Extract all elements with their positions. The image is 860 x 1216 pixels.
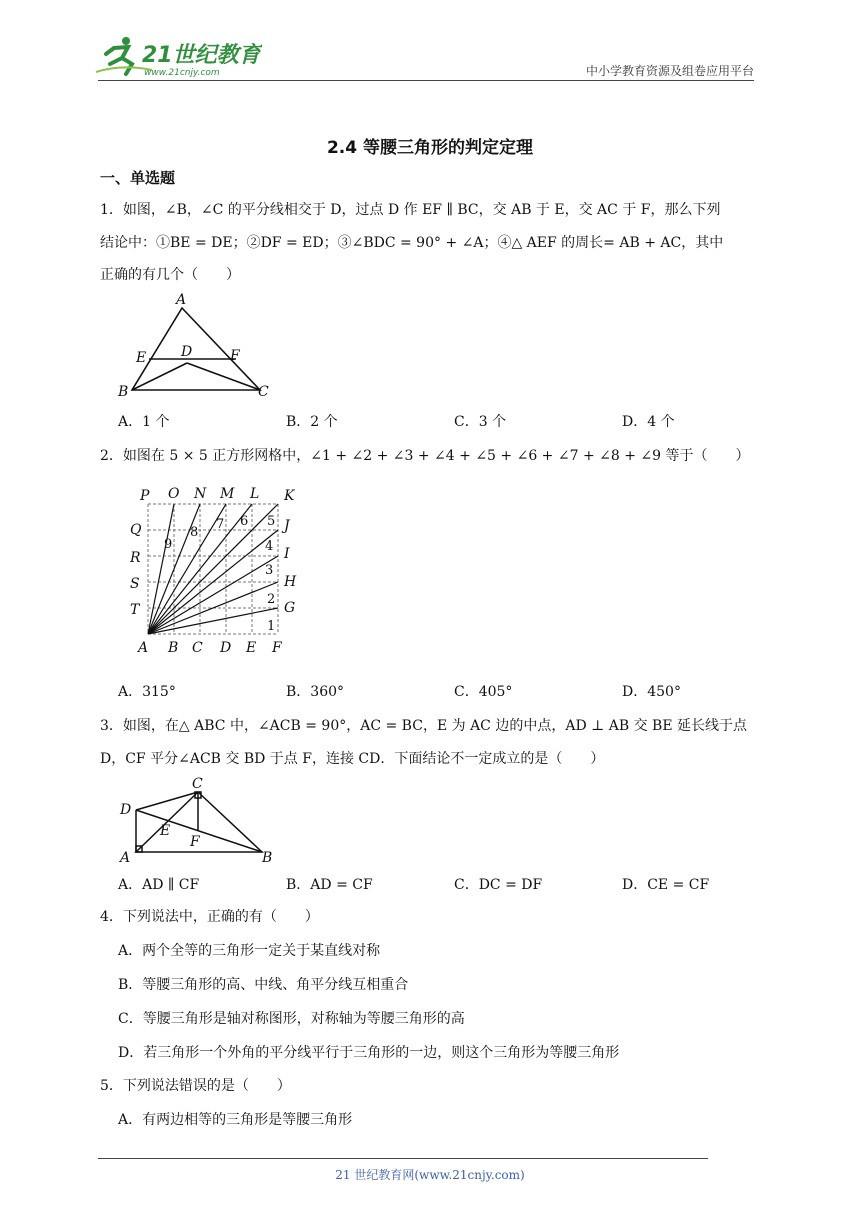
q2-label-l: L	[250, 486, 260, 502]
q1-label-c: C	[258, 384, 269, 400]
q3-label-a: A	[120, 850, 131, 866]
q2-label-m: M	[220, 486, 235, 502]
q2-option-a: A．315°	[118, 684, 176, 700]
q2-angle-3: 3	[265, 563, 274, 578]
q1-label-f: F	[230, 348, 240, 364]
q2-grid-figure	[126, 484, 316, 660]
q3-option-b: B．AD = CF	[286, 877, 373, 893]
q2-label-i: I	[284, 546, 290, 562]
q4-option-a: A．两个全等的三角形一定关于某直线对称	[118, 943, 381, 959]
q3-option-c: C．DC = DF	[454, 877, 543, 893]
q1-option-c: C．3 个	[454, 414, 507, 430]
q1-line1: 1．如图，∠B，∠C 的平分线相交于 D，过点 D 作 EF ∥ BC，交 AB 于 E，交 AC 于 F，那么下列	[100, 202, 721, 218]
q3-label-d: D	[120, 802, 132, 818]
q2-label-s: S	[130, 576, 140, 592]
q2-angle-6: 6	[240, 514, 249, 529]
site-logo	[92, 34, 262, 80]
q2-label-t: T	[130, 602, 140, 618]
q5-line1: 5．下列说法错误的是（ ）	[100, 1078, 291, 1094]
q4-option-d: D．若三角形一个外角的平分线平行于三角形的一边，则这个三角形为等腰三角形	[118, 1045, 620, 1061]
q2-label-j: J	[284, 518, 290, 534]
q2-angle-5: 5	[267, 514, 276, 529]
q3-label-f: F	[190, 834, 200, 850]
q3-figure	[114, 772, 284, 866]
q2-label-k: K	[284, 488, 295, 504]
q2-label-d: D	[220, 640, 232, 656]
q1-option-a: A．1 个	[118, 414, 170, 430]
q2-label-b: B	[168, 640, 179, 656]
q2-angle-4: 4	[265, 539, 274, 554]
q3-label-e: E	[160, 823, 171, 839]
q1-line2: 结论中：①BE = DE；②DF = ED；③∠BDC = 90° + ∠A；④△ AEF 的周长= AB + AC，其中	[100, 235, 724, 251]
q2-label-h: H	[284, 574, 297, 590]
q2-label-e: E	[246, 640, 257, 656]
q1-option-b: B．2 个	[286, 414, 338, 430]
footer-link[interactable]: 21 世纪教育网(www.21cnjy.com)	[335, 1168, 525, 1182]
q2-label-f: F	[272, 640, 282, 656]
q2-angle-2: 2	[267, 592, 276, 607]
q2-label-g: G	[284, 600, 296, 616]
q1-label-a: A	[176, 292, 187, 308]
section-heading: 一、单选题	[100, 169, 176, 187]
svg-text:21世纪教育: 21世纪教育	[142, 43, 261, 68]
svg-text:www.21cnjy.com: www.21cnjy.com	[144, 68, 220, 78]
q2-label-q: Q	[130, 522, 142, 538]
q2-label-r: R	[130, 550, 141, 566]
q3-line1: 3．如图，在△ ABC 中，∠ACB = 90°，AC = BC，E 为 AC 边的中点，AD ⊥ AB 交 BE 延长线于点	[100, 718, 747, 734]
q2-label-o: O	[168, 486, 180, 502]
q2-angle-7: 7	[216, 517, 225, 532]
q1-option-d: D．4 个	[622, 414, 675, 430]
q2-label-a: A	[138, 640, 149, 656]
platform-name: 中小学教育资源及组卷应用平台	[585, 64, 754, 78]
q2-angle-8: 8	[190, 525, 199, 540]
q1-label-d: D	[181, 344, 193, 360]
q2-label-n: N	[194, 486, 207, 502]
q2-label-c: C	[192, 640, 203, 656]
q3-label-c: C	[192, 776, 203, 792]
q1-label-b: B	[118, 384, 129, 400]
header-divider	[98, 80, 754, 81]
q4-line1: 4．下列说法中，正确的有（ ）	[100, 909, 319, 925]
q3-option-a: A．AD ∥ CF	[118, 877, 200, 893]
q2-angle-1: 1	[267, 619, 276, 634]
q3-label-b: B	[262, 850, 273, 866]
q5-option-a: A．有两边相等的三角形是等腰三角形	[118, 1112, 353, 1128]
q1-label-e: E	[136, 350, 147, 366]
footer-divider	[98, 1158, 708, 1159]
q2-option-d: D．450°	[622, 684, 681, 700]
q3-line2: D，CF 平分∠ACB 交 BD 于点 F，连接 CD．下面结论不一定成立的是（ ）	[100, 751, 605, 767]
q4-option-b: B．等腰三角形的高、中线、角平分线互相重合	[118, 977, 409, 993]
q2-label-p: P	[140, 488, 150, 504]
q2-angle-9: 9	[164, 537, 173, 552]
q2-option-b: B．360°	[286, 684, 345, 700]
q4-option-c: C．等腰三角形是轴对称图形，对称轴为等腰三角形的高	[118, 1011, 465, 1027]
q1-figure	[112, 290, 282, 402]
q2-line1: 2．如图在 5 × 5 正方形网格中，∠1 + ∠2 + ∠3 + ∠4 + ∠5 + ∠6 + ∠7 + ∠8 + ∠9 等于（ ）	[100, 448, 750, 464]
q3-option-d: D．CE = CF	[622, 877, 710, 893]
q1-line3: 正确的有几个（ ）	[100, 267, 240, 283]
q2-option-c: C．405°	[454, 684, 513, 700]
page-title: 2.4 等腰三角形的判定定理	[326, 138, 534, 158]
